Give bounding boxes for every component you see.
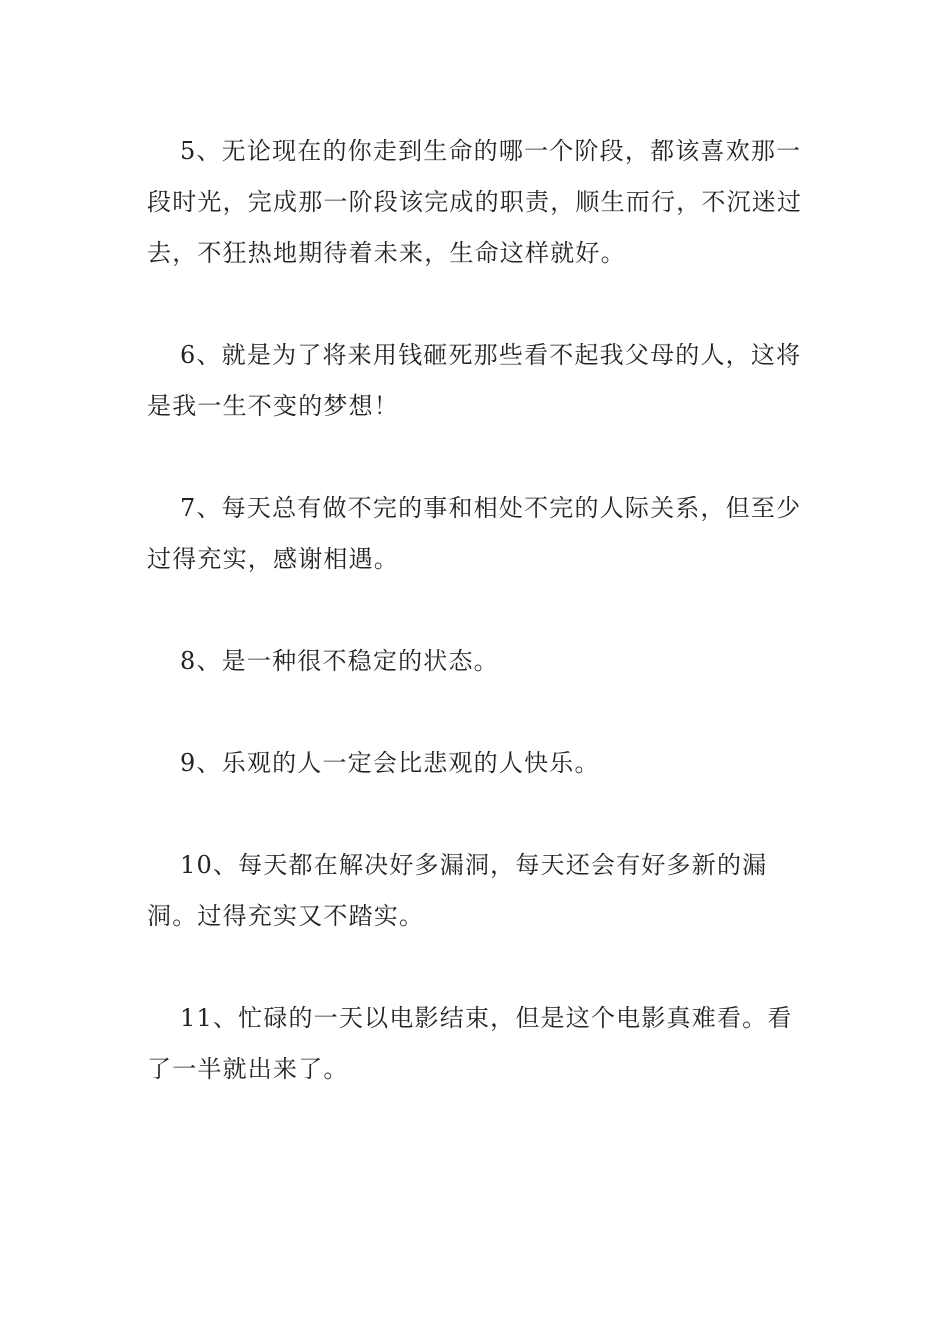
paragraph-8: 8、是一种很不稳定的状态。 [180,647,499,675]
paragraph-7: 7、每天总有做不完的事和相处不完的人际关系，但至少过得充实，感谢相遇。 [147,494,802,573]
paragraph-9: 9、乐观的人一定会比悲观的人快乐。 [180,749,600,777]
paragraph-10: 10、每天都在解决好多漏洞，每天还会有好多新的漏洞。过得充实又不踏实。 [147,851,768,930]
paragraph-6: 6、就是为了将来用钱砸死那些看不起我父母的人，这将是我一生不变的梦想！ [147,341,802,420]
paragraph-11: 11、忙碌的一天以电影结束，但是这个电影真难看。看了一半就出来了。 [147,1004,793,1083]
paragraph-5: 5、无论现在的你走到生命的哪一个阶段，都该喜欢那一段时光，完成那一阶段该完成的职责，顺生而行，不沉迷过去，不狂热地期待着未来，生命这样就好。 [147,137,803,267]
